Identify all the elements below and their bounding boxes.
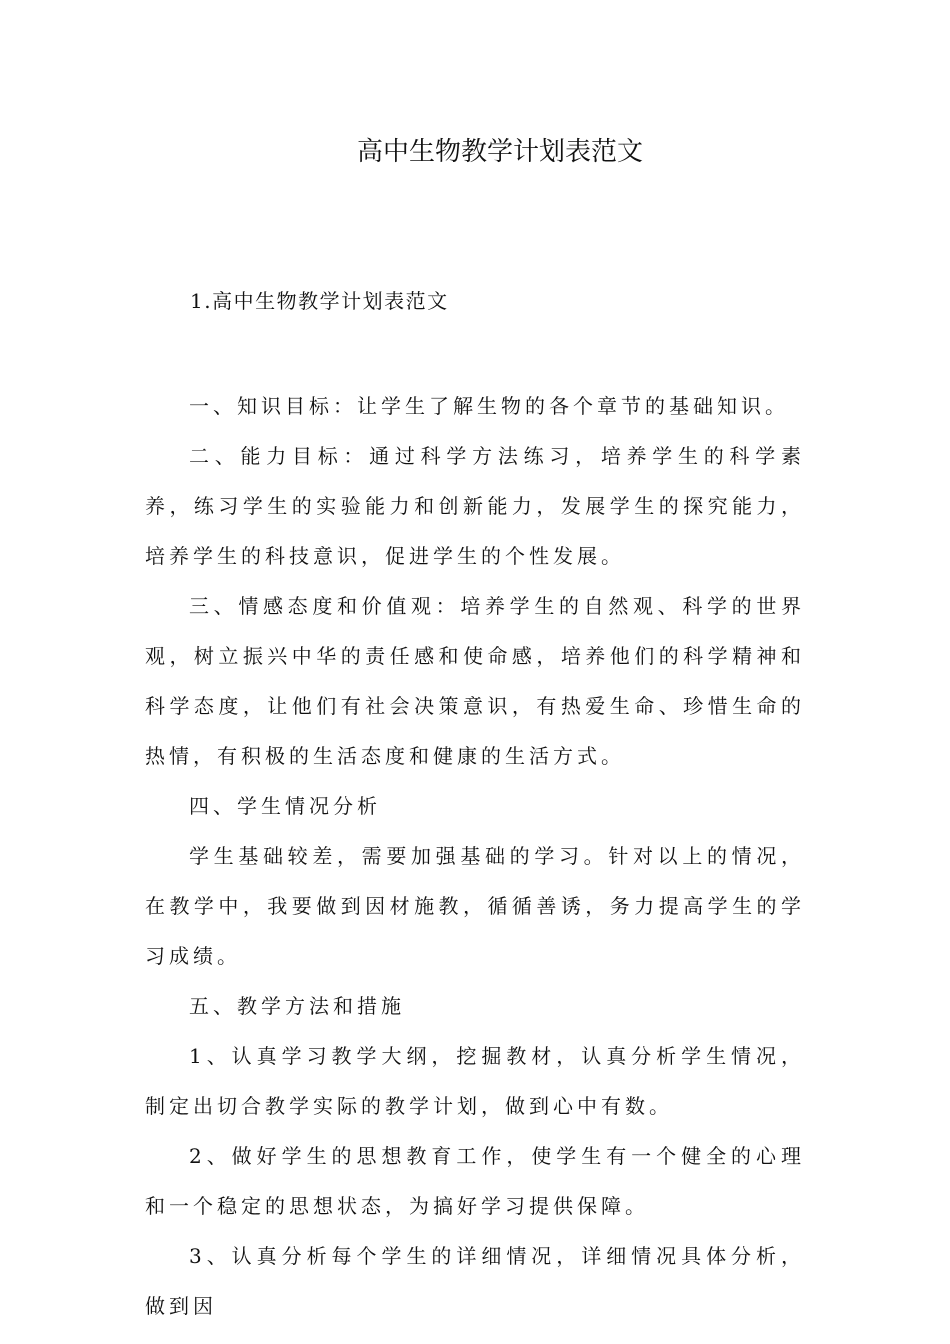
heading-teaching-methods: 五、教学方法和措施: [189, 994, 405, 1018]
paragraph-ability-goal: 二、能力目标：通过科学方法练习，培养学生的科学素养，练习学生的实验能力和创新能力，发展学生的探究能力，培养学生的科技意识，促进学生的个性发展。: [145, 444, 805, 568]
paragraph-knowledge-goal: 一、知识目标：让学生了解生物的各个章节的基础知识。: [189, 394, 789, 418]
document-body: [145, 381, 805, 1331]
heading-student-analysis: 四、学生情况分析: [189, 794, 381, 818]
section-heading: 1.高中生物教学计划表范文: [190, 289, 449, 313]
paragraph-method-2: 2、做好学生的思想教育工作，使学生有一个健全的心理和一个稳定的思想状态，为搞好学习提供保障。: [145, 1144, 805, 1218]
paragraph-method-1: 1、认真学习教学大纲，挖掘教材，认真分析学生情况，制定出切合教学实际的教学计划，做到心中有数。: [145, 1044, 805, 1118]
paragraph-student-analysis: 学生基础较差，需要加强基础的学习。针对以上的情况，在教学中，我要做到因材施教，循循善诱，务力提高学生的学习成绩。: [145, 844, 805, 968]
paragraph-attitude-values: 三、情感态度和价值观：培养学生的自然观、科学的世界观，树立振兴中华的责任感和使命感，培养他们的科学精神和科学态度，让他们有社会决策意识，有热爱生命、珍惜生命的热情，有积极的生活态度和健康的生活方式。: [145, 594, 805, 768]
document-title: 高中生物教学计划表范文: [356, 137, 643, 167]
paragraph-method-3: 3、认真分析每个学生的详细情况，详细情况具体分析，做到因: [145, 1244, 805, 1318]
